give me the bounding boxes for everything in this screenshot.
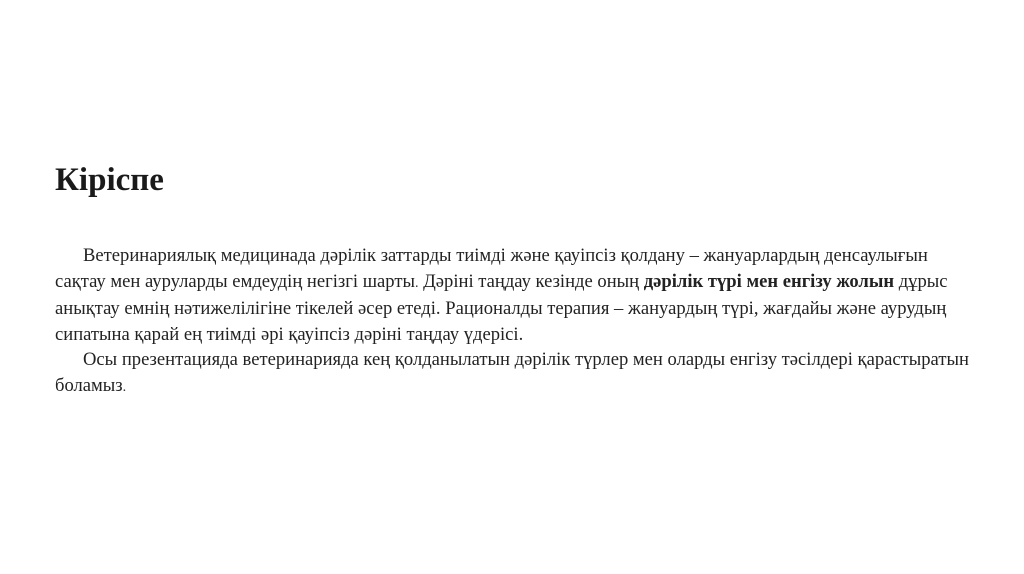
scope-text-period: . bbox=[122, 379, 127, 395]
intro-bold-phrase: дәрілік түрі мен енгізу жолын bbox=[643, 270, 895, 292]
scope-text: Осы презентацияда ветеринарияда кең қолданылатын дәрілік түрлер мен оларды енгізу тәсілдері қарастыратын боламыз bbox=[55, 349, 969, 396]
scope-paragraph bbox=[55, 347, 975, 400]
slide-title: Кіріспе bbox=[55, 162, 164, 198]
intro-text-part1: Ветеринариялық медицинада дәрілік заттарды тиімді және қауіпсіз қолдану – жануарлардың денсаулығын сақтау мен ауруларды емдеудің негізгі шарты bbox=[55, 245, 928, 292]
intro-text-part3: дұрыс анықтау емнің нәтижелілігіне тікелей әсер етеді. Рационалды терапия – жануардың түрі, жағдайы және аурудың сипатына қарай ең тиімді әрі қауіпсіз дәріні таңдау үдерісі. bbox=[55, 270, 948, 345]
intro-text-period: . bbox=[414, 275, 419, 291]
slide-body bbox=[55, 243, 975, 400]
intro-text-part2: Дәріні таңдау кезінде оның bbox=[418, 270, 644, 292]
intro-paragraph bbox=[55, 243, 975, 347]
